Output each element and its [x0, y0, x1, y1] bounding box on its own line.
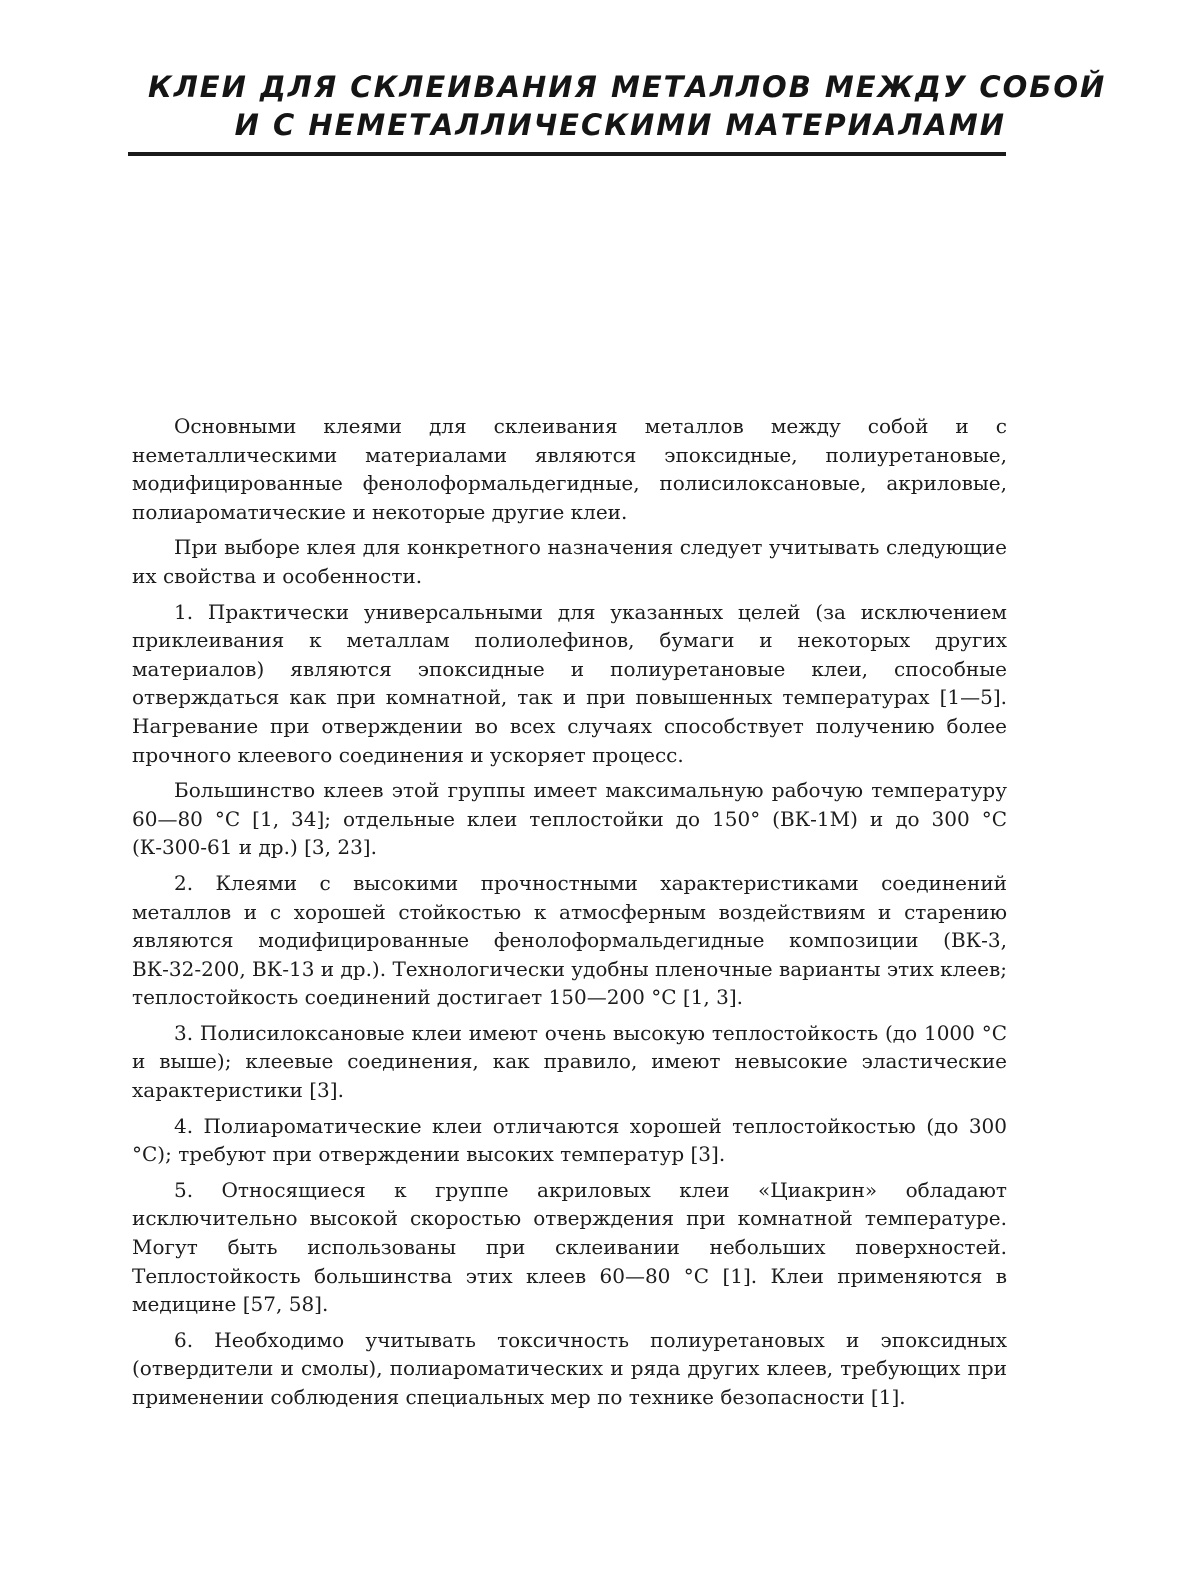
paragraph-item-3: 3. Полисилоксановые клеи имеют очень высокую теплостойкость (до 1000 °C и выше); клеевые соединения, как правило, имеют невысокие эластические характеристики [3]. [132, 1020, 1007, 1103]
paragraph-item-5: 5. Относящиеся к группе акриловых клеи «Циакрин» обладают исключительно высокой скоростью отверждения при комнатной температуре. Могут быть использованы при склеивании небольших поверхностей. Теплостойкость большинства этих клеев 60—80 °C [1]. Клеи применяются в медицине [57, 58]. [132, 1177, 1007, 1317]
title-underline-rule [128, 152, 1006, 156]
paragraph-item-4: 4. Полиароматические клеи отличаются хорошей теплостойкостью (до 300 °C); требуют при отверждении высоких температур [3]. [132, 1113, 1007, 1167]
chapter-title-line-2: И С НЕМЕТАЛЛИЧЕСКИМИ МАТЕРИАЛАМИ [234, 108, 1006, 142]
paragraph-item-1: 1. Практически универсальными для указанных целей (за исключением приклеивания к металлам полиолефинов, бумаги и некоторых других материалов) являются эпоксидные и полиуретановые клеи, способные отверждаться как при комнатной, так и при повышенных температурах [1—5]. Нагревание при отверждении во всех случаях способствует получению более прочного клеевого соединения и ускоряет процесс. [132, 599, 1007, 767]
paragraph-intro: Основными клеями для склеивания металлов между собой и с неметаллическими материалами являются эпоксидные, полиуретановые, модифицированные фенолоформальдегидные, полисилоксановые, акриловые, полиароматические и некоторые другие клеи. [132, 414, 1007, 524]
paragraph-selection: При выборе клея для конкретного назначения следует учитывать следующие их свойства и особенности. [132, 535, 1007, 588]
paragraph-item-1-continued: Большинство клеев этой группы имеет максимальную рабочую температуру 60—80 °C [1, 34]; отдельные клеи теплостойки до 150° (ВК-1М) и до 300 °C (К-300-61 и др.) [3, 23]. [132, 778, 1007, 860]
chapter-title [128, 68, 1107, 144]
chapter-title-line-1: КЛЕИ ДЛЯ СКЛЕИВАНИЯ МЕТАЛЛОВ МЕЖДУ СОБОЙ [148, 70, 1107, 104]
body-text [132, 412, 1007, 1419]
paragraph-item-6: 6. Необходимо учитывать токсичность полиуретановых и эпоксидных (отвердители и смолы), полиароматических и ряда других клеев, требующих при применении соблюдения специальных мер по технике безопасности [1]. [132, 1327, 1007, 1409]
paragraph-item-2: 2. Клеями с высокими прочностными характеристиками соединений металлов и с хорошей стойкостью к атмосферным воздействиям и старению являются модифицированные фенолоформальдегидные композиции (ВК-3, ВК-32-200, ВК-13 и др.). Технологически удобны пленочные варианты этих клеев; теплостойкость соединений достигает 150—200 °C [1, 3]. [132, 870, 1007, 1010]
